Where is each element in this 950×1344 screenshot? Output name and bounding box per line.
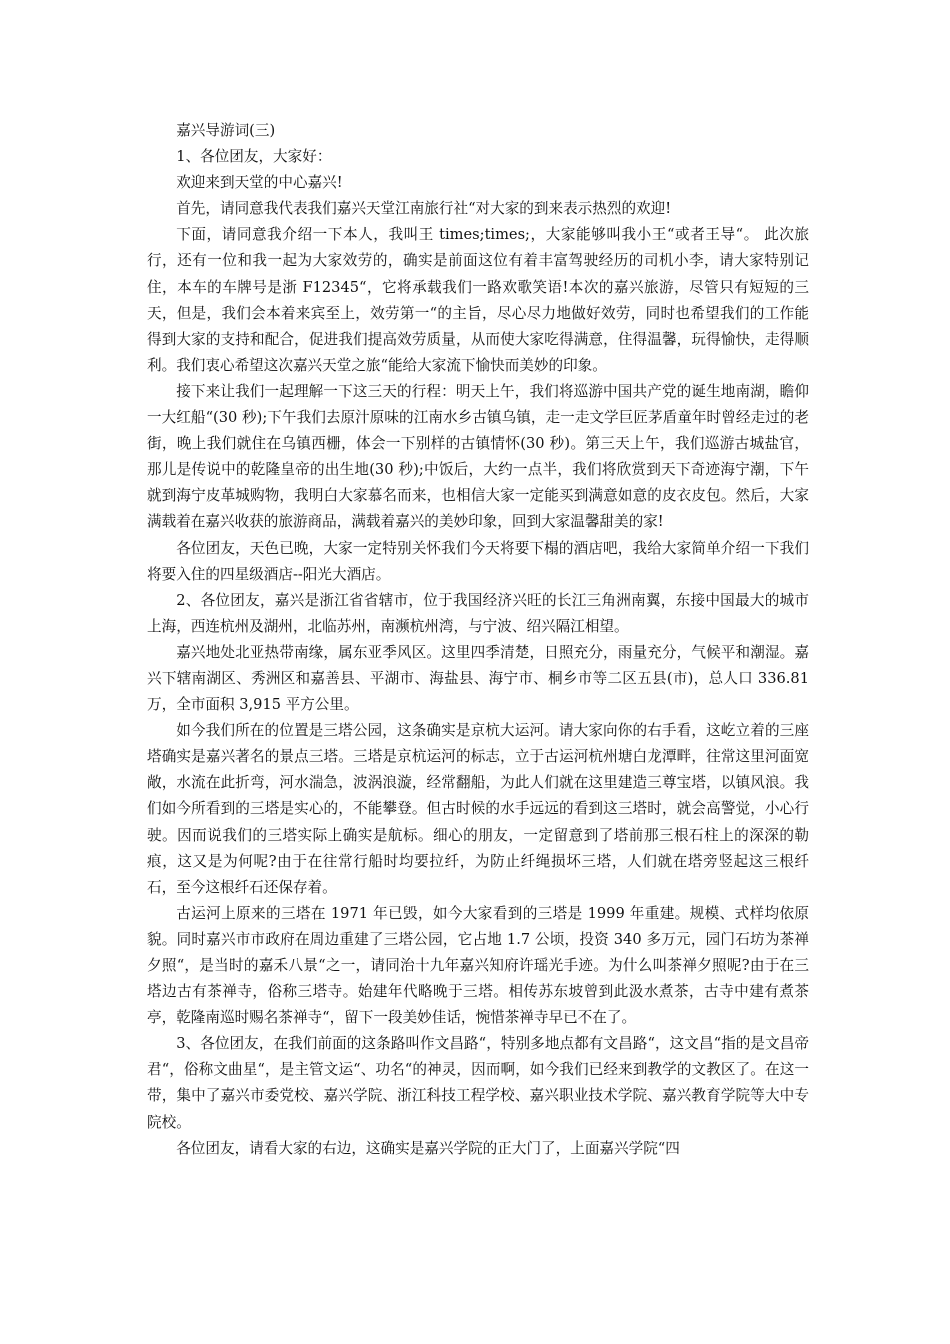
paragraph-pagoda-history: 古运河上原来的三塔在 1971 年已毁，如今大家看到的三塔是 1999 年重建。规模、式样均依原貌。同时嘉兴市市政府在周边重建了三塔公园，它占地 1.7 公顷，投资 340 多万元，园门石坊为茶禅夕照“，是当时的嘉禾八景“之一，请同治十九年嘉兴知府许瑶光手迹。为什么叫茶禅夕照呢?由于在三塔边古有茶禅寺，俗称三塔寺。始建年代略晚于三塔。相传苏东坡曾到此汲水煮茶，古寺中建有煮茶亭，乾隆南巡时赐名茶禅寺“，留下一段美妙佳话，惋惜茶禅寺早已不在了。 [147,904,809,1027]
paragraph-self-introduction: 下面，请同意我介绍一下本人，我叫王 times;times;，大家能够叫我小王“或者王导“。 此次旅行，还有一位和我一起为大家效劳的，确实是前面这位有着丰富驾驶经历的司机小李，请大家特别记住，本车的车牌号是浙 F12345“，它将承载我们一路欢歌笑语!本次的嘉兴旅游，尽管只有短短的三天，但是，我们会本着来宾至上，效劳第一“的主旨，尽心尽力地做好效劳，同时也希望我们的工作能得到大家的支持和配合，促进我们提高效劳质量，从而使大家吃得满意，住得温馨，玩得愉快，走得顺利。我们衷心希望这次嘉兴天堂之旅“能给大家流下愉快而美妙的印象。 [147,226,809,374]
paragraph-welcome: 欢迎来到天堂的中心嘉兴! [176,174,343,192]
paragraph-hotel: 各位团友，天色已晚，大家一定特别关怀我们今天将要下榻的酒店吧，我给大家简单介绍一下我们将要入住的四星级酒店--阳光大酒店。 [147,539,809,583]
paragraph-climate-districts: 嘉兴地处北亚热带南缘，属东亚季风区。这里四季清楚，日照充分，雨量充分，气候平和潮湿。嘉兴下辖南湖区、秀洲区和嘉善县、平湖市、海盐县、海宁市、桐乡市等二区五县(市)，总人口 336.81 万，全市面积 3,915 平方公里。 [147,643,809,714]
document-title: 嘉兴导游词(三) [176,122,276,139]
paragraph-jiaxing-location: 2、各位团友，嘉兴是浙江省省辖市，位于我国经济兴旺的长江三角洲南翼，东接中国最大的城市上海，西连杭州及湖州，北临苏州，南濒杭州湾，与宁波、绍兴隔江相望。 [147,591,809,635]
paragraph-wenchang-road: 3、各位团友，在我们前面的这条路叫作文昌路“，特别多地点都有文昌路“，这文昌“指的是文昌帝君“，俗称文曲星“，是主管文运“、功名“的神灵，因而啊，如今我们已经来到教学的文教区了。在这一带，集中了嘉兴市委党校、嘉兴学院、浙江科技工程学校、嘉兴职业技术学院、嘉兴教育学院等大中专院校。 [147,1035,809,1131]
paragraph-jiaxing-university: 各位团友，请看大家的右边，这确实是嘉兴学院的正大门了，上面嘉兴学院“四 [176,1139,680,1157]
paragraph-agency-welcome: 首先，请同意我代表我们嘉兴天堂江南旅行社“对大家的到来表示热烈的欢迎! [176,200,672,218]
paragraph-greeting: 1、各位团友，大家好： [176,148,332,166]
document-page [147,118,809,1162]
paragraph-itinerary: 接下来让我们一起理解一下这三天的行程：明天上午，我们将巡游中国共产党的诞生地南湖，瞻仰一大红船“(30 秒);下午我们去原汁原味的江南水乡古镇乌镇，走一走文学巨匠茅盾童年时曾经走过的老街，晚上我们就住在乌镇西栅，体会一下别样的古镇情怀(30 秒)。第三天上午，我们巡游古城盐官，那儿是传说中的乾隆皇帝的出生地(30 秒);中饭后，大约一点半，我们将欣赏到天下奇迹海宁潮，下午就到海宁皮革城购物，我明白大家慕名而来，也相信大家一定能买到满意如意的皮衣皮包。然后，大家满载着在嘉兴收获的旅游商品，满载着嘉兴的美妙印象，回到大家温馨甜美的家! [147,382,809,531]
paragraph-santa-park: 如今我们所在的位置是三塔公园，这条确实是京杭大运河。请大家向你的右手看，这屹立着的三座塔确实是嘉兴著名的景点三塔。三塔是京杭运河的标志，立于古运河杭州塘白龙潭畔，往常这里河面宽敞，水流在此折弯，河水湍急，波涡浪漩，经常翻船，为此人们就在这里建造三尊宝塔，以镇风浪。我们如今所看到的三塔是实心的，不能攀登。但古时候的水手远远的看到这三塔时，就会高警觉，小心行驶。因而说我们的三塔实际上确实是航标。细心的朋友，一定留意到了塔前那三根石柱上的深深的勒痕，这又是为何呢?由于在往常行船时均要拉纤，为防止纤绳损坏三塔，人们就在塔旁竖起这三根纤石，至今这根纤石还保存着。 [147,722,809,896]
